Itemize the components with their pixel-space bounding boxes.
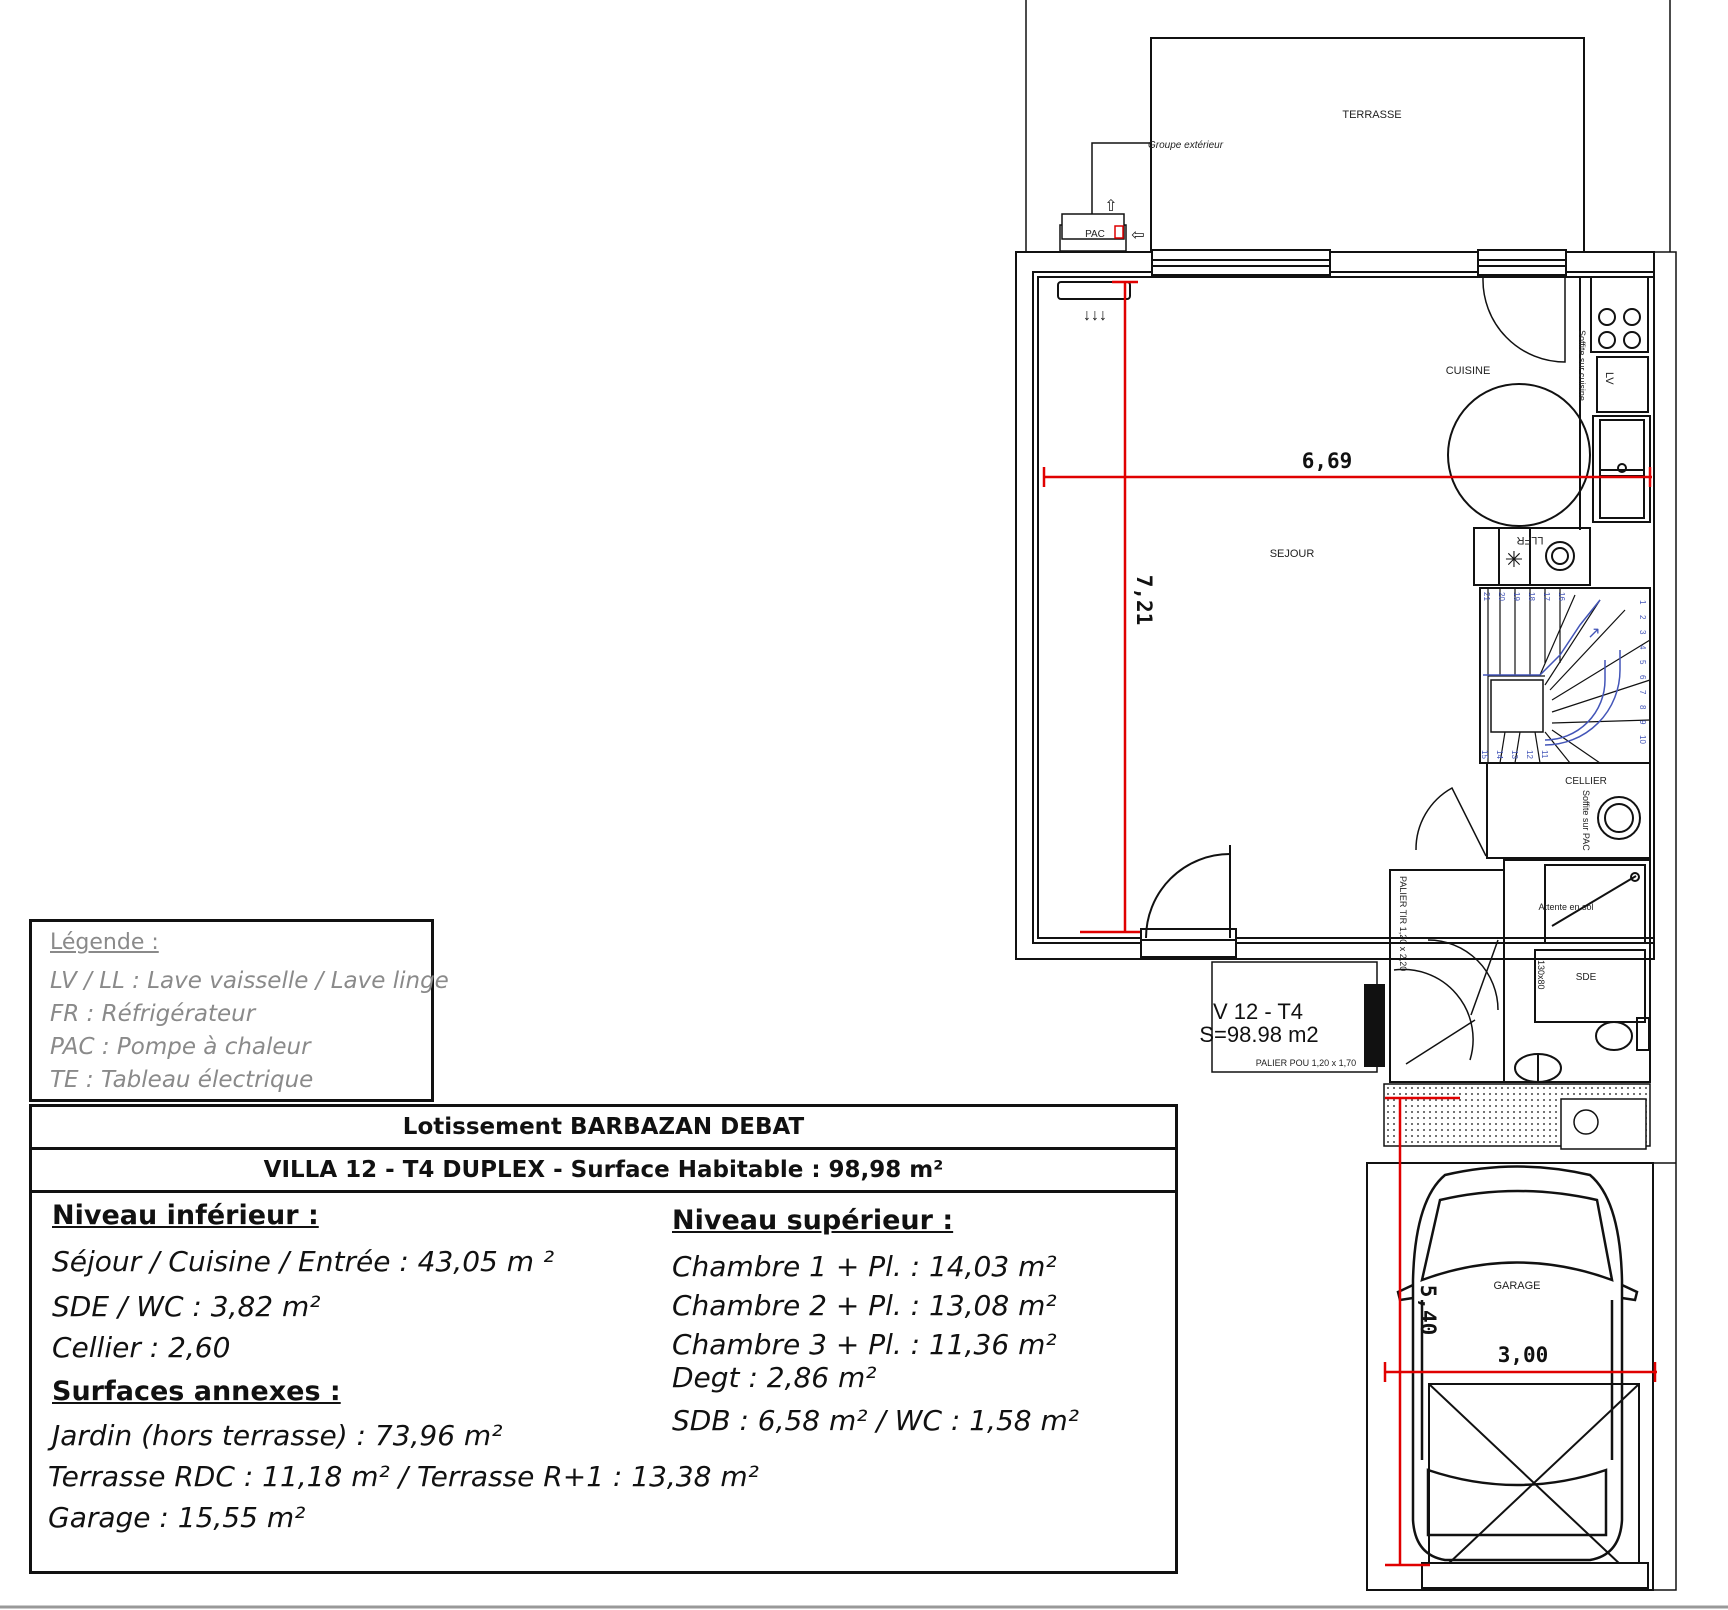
vent-arrows-icon: ↓↓↓ — [1083, 307, 1107, 324]
stair-step-number: 7 — [1638, 690, 1647, 695]
stair-step-number: 8 — [1638, 705, 1647, 710]
lower-level-section — [48, 1200, 759, 1534]
arrow-up-icon: ⇧ — [1104, 198, 1118, 215]
arrow-left-icon: ⇦ — [1131, 227, 1145, 244]
garage-walls — [1367, 1163, 1653, 1590]
radiator — [1058, 282, 1130, 299]
sde-dim-label: 130x80 — [1536, 960, 1546, 990]
dim-height-label: 7,21 — [1132, 574, 1156, 626]
stair-step-number: 19 — [1512, 592, 1521, 601]
stair-arrow-icon: ↗ — [1587, 625, 1601, 642]
house-walls — [1016, 252, 1654, 959]
annexes-line: Jardin (hors terrasse) : 73,96 m² — [52, 1419, 503, 1452]
legend-item: PAC : Pompe à chaleur — [50, 1034, 311, 1060]
terrasse-label: TERRASSE — [1342, 109, 1402, 121]
stair-step-number: 1 — [1638, 600, 1647, 605]
lower-level-line: Cellier : 2,60 — [52, 1331, 231, 1364]
stair-step-number: 16 — [1557, 592, 1566, 601]
villa-surface: S=98.98 m2 — [1199, 1022, 1319, 1047]
annexes-title: Surfaces annexes : — [52, 1376, 341, 1407]
stair-step-number: 4 — [1638, 645, 1647, 650]
stair-step-number: 15 — [1480, 750, 1489, 759]
stair-step-number: 20 — [1497, 592, 1506, 601]
dim-garage-depth-label: 5,40 — [1416, 1284, 1440, 1336]
soffite-cuisine-label: Soffite sur cuisine — [1577, 330, 1587, 401]
stair-step-number: 17 — [1542, 592, 1551, 601]
upper-level-title: Niveau supérieur : — [672, 1205, 954, 1236]
entrance-door — [1141, 845, 1236, 957]
stair-step-number: 10 — [1638, 735, 1647, 744]
upper-level-line: Degt : 2,86 m² — [672, 1361, 877, 1394]
stair-step-numbers-left — [1482, 592, 1566, 601]
sde-label: SDE — [1575, 972, 1597, 983]
stair-step-number: 11 — [1540, 750, 1549, 759]
stair-step-number: 3 — [1638, 630, 1647, 635]
lv-label: LV — [1603, 372, 1615, 385]
upper-level-line: Chambre 3 + Pl. : 11,36 m² — [672, 1328, 1057, 1361]
stair-step-number: 12 — [1525, 750, 1534, 759]
lower-level-line: SDE / WC : 3,82 m² — [52, 1290, 321, 1323]
stair-step-number: 18 — [1527, 592, 1536, 601]
dim-width-label: 6,69 — [1301, 449, 1353, 473]
sejour-label: SEJOUR — [1269, 548, 1315, 560]
stair-step-number: 14 — [1495, 750, 1504, 759]
stair-step-number: 5 — [1638, 660, 1647, 665]
upper-level-line: SDB : 6,58 m² / WC : 1,58 m² — [672, 1404, 1079, 1437]
legend-box — [29, 919, 449, 1102]
fridge-snowflake-icon: ✳ — [1504, 547, 1524, 572]
stair-step-number: 9 — [1638, 720, 1647, 725]
groupe-exterieur-label: Groupe extérieur — [1148, 140, 1224, 151]
legend-title: Légende : — [50, 930, 159, 955]
kitchen-units — [1580, 277, 1650, 530]
annexes-line: Terrasse RDC : 11,18 m² / Terrasse R+1 : 13,38 m² — [48, 1460, 759, 1493]
lower-level-line: Séjour / Cuisine / Entrée : 43,05 m ² — [52, 1245, 555, 1278]
stair-step-numbers-right — [1638, 600, 1647, 744]
stair-step-number: 6 — [1638, 675, 1647, 680]
villa-label: V 12 - T4 — [1212, 999, 1304, 1024]
garage-label: GARAGE — [1493, 1280, 1541, 1292]
electric-panel — [1364, 984, 1385, 1067]
legend-item: TE : Tableau électrique — [50, 1067, 314, 1093]
surface-summary-table — [29, 1104, 1178, 1574]
upper-level-line: Chambre 2 + Pl. : 13,08 m² — [672, 1289, 1057, 1322]
upper-level-section — [672, 1205, 1079, 1437]
cuisine-label: CUISINE — [1445, 365, 1491, 377]
stair-step-number: 2 — [1638, 615, 1647, 620]
pac-label: PAC — [1085, 229, 1105, 240]
lower-level-title: Niveau inférieur : — [52, 1200, 319, 1231]
palier-tir-label: PALIER TIR 1,20 x 2,20 — [1398, 876, 1408, 972]
stair-step-number: 13 — [1510, 750, 1519, 759]
cellier-door — [1416, 788, 1486, 856]
staircase — [1480, 588, 1650, 763]
kitchen-door — [1483, 278, 1565, 362]
project-title: Lotissement BARBAZAN DEBAT — [32, 1107, 1175, 1150]
legend-item: LV / LL : Lave vaisselle / Lave linge — [50, 968, 449, 994]
legend-item: FR : Réfrigérateur — [50, 1001, 256, 1027]
attente-label: Attente en sol — [1538, 902, 1594, 912]
llfr-label: LLFR — [1516, 534, 1544, 546]
dining-table — [1448, 384, 1590, 526]
palier-pou-label: PALIER POU 1,20 x 1,70 — [1255, 1058, 1357, 1068]
cellier-label: CELLIER — [1565, 776, 1607, 787]
annexes-line: Garage : 15,55 m² — [48, 1501, 306, 1534]
villa-title: VILLA 12 - T4 DUPLEX - Surface Habitable : 98,98 m² — [32, 1150, 1175, 1193]
stair-step-number: 21 — [1482, 592, 1491, 601]
soffite-pac-label: Soffite sur PAC — [1581, 790, 1591, 851]
dim-garage-width-label: 3,00 — [1497, 1343, 1549, 1367]
upper-level-line: Chambre 1 + Pl. : 14,03 m² — [672, 1250, 1057, 1283]
